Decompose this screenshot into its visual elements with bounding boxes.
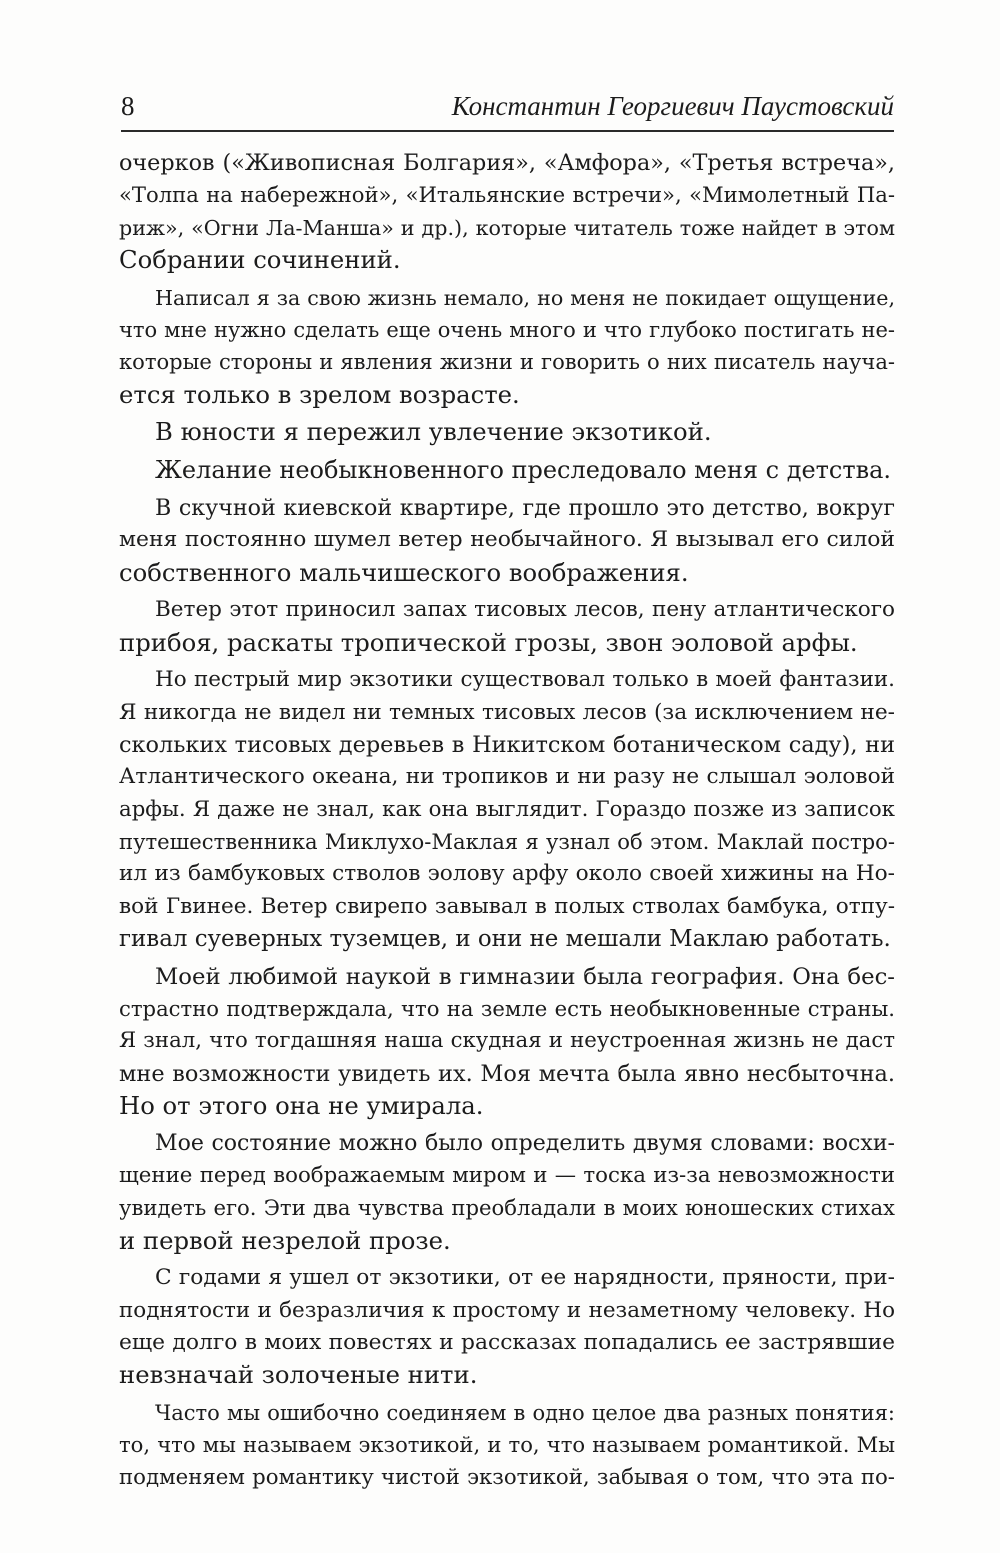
paragraph [119,492,895,589]
text-line: и первой незрелой прозе. [119,1225,451,1255]
text-line: мне возможности увидеть их. Моя мечта была явно несбыточна. [119,1060,895,1087]
text-line: то, что мы называем экзотикой, и то, что называем романтикой. Мы [119,1432,895,1458]
paragraph [119,594,895,659]
text-line: ется только в зрелом возрасте. [119,379,520,409]
text-line: скольких тисовых деревьев в Никитском ботаническом саду), ни [119,732,895,759]
text-line: Но пестрый мир экзотики существовал только в моей фантазии. [155,667,895,693]
paragraph [119,664,895,955]
text-line: Я никогда не видел ни темных тисовых лесов (за исключением не- [119,699,895,725]
text-line: страстно подтверждала, что на земле есть необыкновенные страны. [119,995,895,1021]
running-head: Константин Георгиевич Паустовский [451,91,894,121]
text-line: которые стороны и явления жизни и говорить о них писатель научa- [119,349,895,375]
text-line: Моей любимой наукой в гимназии была география. Она бес- [155,963,895,990]
text-line: Мое состояние можно было определить двумя словами: восхи- [155,1130,895,1156]
text-line: Я знал, что тогдашняя наша скудная и неустроенная жизнь не даст [119,1028,895,1054]
text-line: В юности я пережил увлечение экзотикой. [155,417,712,447]
text-line: В скучной киевской квартире, где прошло это детство, вокруг [155,494,895,521]
text-line: что мне нужно сделать еще очень много и что глубоко постигать не- [119,317,895,342]
text-line: меня постоянно шумел ветер необычайного. Я вызывал его силой [119,527,895,553]
text-line: риж», «Огни Ла-Манша» и др.), которые читатель тоже найдет в этом [119,215,895,240]
text-line: Написал я за свою жизнь немало, но меня не покидает ощущение, [155,285,895,310]
paragraph [119,1397,895,1494]
page-header [121,90,894,132]
text-line: Ветер этот приносил запах тисовых лесов, пену атлантического [155,597,895,623]
text-line: Атлантического океана, ни тропиков и ни разу не слышал эоловой [119,764,895,790]
text-line: очерков («Живописная Болгария», «Амфора», «Третья встреча», [119,150,895,176]
text-line: арфы. Я даже не знал, как она выглядит. Гораздо позже из записок [119,796,895,822]
paragraph [119,147,895,276]
paragraph [119,1262,895,1391]
text-line: Но от этого она не умирала. [119,1090,484,1120]
text-line: прибоя, раскаты тропической грозы, звон эоловой арфы. [119,627,858,657]
body-text [119,147,895,1494]
text-line: путешественника Миклухо-Маклая я узнал об этом. Маклай постро- [119,828,895,854]
paragraph [119,416,895,448]
paragraph [119,282,895,411]
text-line: «Толпа на набережной», «Итальянские встречи», «Мимолетный Па- [119,182,895,208]
text-line: гивал суеверных туземцев, и они не мешали Маклаю работать. [119,925,891,952]
text-line: вой Гвинее. Ветер свирепо завывал в полых стволах бамбука, отпу- [119,893,895,919]
text-line: увидеть его. Эти два чувства преобладали в моих юношеских стихах [119,1195,895,1221]
text-line: невзначай золоченые нити. [119,1360,478,1390]
paragraph [119,454,895,486]
paragraph [119,961,895,1122]
paragraph [119,1128,895,1257]
text-line: Часто мы ошибочно соединяем в одно целое два разных понятия: [155,1399,895,1425]
text-line: Собрании сочинений. [119,244,401,274]
text-line: поднятости и безразличия к простому и незаметному человеку. Но [119,1297,895,1323]
text-line: еще долго в моих повестях и рассказах попадались ее застрявшие [119,1329,895,1355]
text-line: подменяем романтику чистой экзотикой, забывая о том, что эта по- [119,1464,895,1490]
text-line: С годами я ушел от экзотики, от ее нарядности, пряности, при- [155,1265,895,1291]
text-line: ил из бамбуковых стволов эолову арфу около своей хижины на Но- [119,861,895,887]
text-line: Желание необыкновенного преследовало меня с детства. [155,456,891,485]
text-line: щение перед воображаемым миром и — тоска из-за невозможности [119,1162,895,1188]
page-number: 8 [121,91,135,121]
text-line: собственного мальчишеского воображения. [119,557,689,587]
